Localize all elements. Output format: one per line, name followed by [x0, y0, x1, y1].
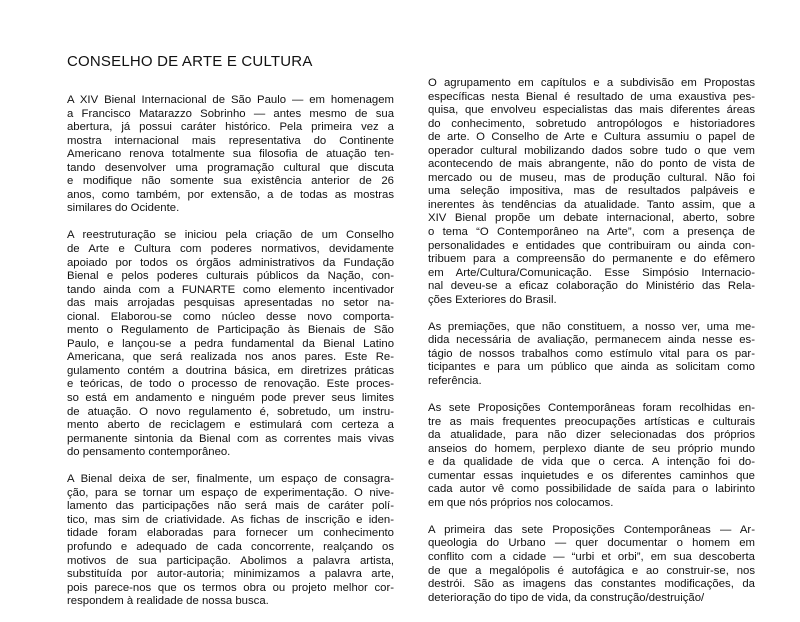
- text-line: As sete Proposições Contemporâneas foram recolhidas en-: [428, 402, 755, 415]
- text-line: e da qualidade de vida que o cerca. A intenção foi do-: [428, 456, 755, 469]
- text-line: de atuação. O novo regulamento é, sobretudo, um instru-: [67, 405, 394, 418]
- text-line: inerentes às tendências da atualidade. Tanto assim, que a: [428, 198, 755, 211]
- text-line: de que a megalópolis é autofágica e ao construir-se, nos: [428, 564, 755, 577]
- page-title: CONSELHO DE ARTE E CULTURA: [67, 53, 313, 70]
- text-line: do conhecimento, sobretudo antropólogos e historiadores: [428, 117, 755, 130]
- text-line: substituída por autor-autoria; minimizamos a palavra arte,: [67, 568, 394, 581]
- text-line: cumentar essas inquietudes e os diferentes caminhos que: [428, 469, 755, 482]
- text-line: A reestruturação se iniciou pela criação de um Conselho: [67, 229, 394, 242]
- text-line: cional. Elaborou-se como núcleo desse novo comporta-: [67, 310, 394, 323]
- text-line: o tema “O Contemporâneo na Arte”, com a presença de: [428, 226, 755, 239]
- text-line: tidade foram elaboradas para fornecer um conhecimento: [67, 527, 394, 540]
- text-line: destrói. São as imagens das constantes modificações, da: [428, 578, 755, 591]
- text-line: mento aberto de reciclagem e estimulará com certeza a: [67, 419, 394, 432]
- paragraph: [428, 524, 755, 605]
- text-line: A Bienal deixa de ser, finalmente, um espaço de consagra-: [67, 473, 394, 486]
- left-column: [67, 94, 394, 622]
- text-line: personalidades e entidades que contribuiram ou ainda con-: [428, 239, 755, 252]
- text-line: referência.: [428, 374, 482, 387]
- text-line: O agrupamento em capítulos e a subdivisão em Propostas: [428, 77, 755, 89]
- text-line: cada autor vê como possibilidade de saída para o labirinto: [428, 483, 755, 496]
- text-line: ção, para se tornar um espaço de experimentação. O nive-: [67, 486, 394, 499]
- text-line: e teóricas, de todo o processo de renovação. Este proces-: [67, 378, 394, 391]
- text-line: e modifique não somente sua existência anterior de 26: [67, 175, 394, 188]
- text-line: tando ainda com a FUNARTE como elemento incentivador: [67, 283, 394, 296]
- text-line: de Arte e Cultura com poderes normativos, devidamente: [67, 242, 394, 255]
- text-line: apoiado por todos os órgãos administrativos da Fundação: [67, 256, 394, 269]
- text-line: da atualidade, para não dizer selecionadas dos próprios: [428, 429, 755, 442]
- text-line: similares do Ocidente.: [67, 202, 180, 215]
- text-line: tico, mas sim de criatividade. As fichas de inscrição e iden-: [67, 513, 394, 526]
- text-line: operador cultural mobilizando dados sobre tudo o que vem: [428, 144, 755, 157]
- text-line: tribuem para a compreensão do permanente e do efêmero: [428, 253, 755, 266]
- text-line: mento o Regulamento de Participação às Bienais de São: [67, 324, 394, 337]
- paragraph: [67, 229, 394, 459]
- text-line: mostra internacional mais representativa do Continente: [67, 134, 394, 147]
- text-line: pois parece-nos que os termos obra ou projeto melhor cor-: [67, 581, 394, 594]
- text-line: permanente sintonia da Bienal com as correntes mais vivas: [67, 432, 394, 445]
- text-line: quisa, que envolveu especialistas das mais diferentes áreas: [428, 104, 755, 117]
- text-line: mercado ou de museu, mas de produção cultural. Não foi: [428, 171, 755, 184]
- text-line: deterioração do tipo de vida, da construção/destruição/: [428, 591, 705, 604]
- text-line: nal deveu-se a eficaz colaboração do Ministério das Rela-: [428, 280, 755, 293]
- text-line: a Francisco Matarazzo Sobrinho — antes mesmo de sua: [67, 107, 394, 120]
- text-line: A primeira das sete Proposições Contemporâneas — Ar-: [428, 523, 755, 536]
- text-line: queologia do Urbano — quer documentar o homem em: [428, 537, 755, 550]
- text-line: acontecendo de mais abrangente, não do ponto de vista de: [428, 158, 755, 171]
- text-line: Americana, que será realizada nos anos pares. Este Re-: [67, 351, 394, 364]
- paragraph: [428, 321, 755, 389]
- text-line: lamento das participações não será mais de caráter polí-: [67, 500, 394, 513]
- text-line: anos, como também, por extensão, a de todas as mostras: [67, 188, 394, 201]
- text-line: ticipantes e para um público que ainda as solicitam como: [428, 361, 755, 374]
- text-line: profundo e adequado de cada concorrente, realçando os: [67, 540, 394, 553]
- text-line: de arte. O Conselho de Arte e Cultura assumiu o papel de: [428, 131, 755, 144]
- text-line: anseios do homem, perplexo diante de seu próprio mundo: [428, 442, 755, 455]
- text-line: Bienal e pelos poderes culturais públicos da Nação, con-: [67, 270, 394, 283]
- text-line: uma seleção impositiva, mas de resultados palpáveis e: [428, 185, 755, 198]
- text-line: em Arte/Cultura/Comunicação. Esse Simpósio Internacio-: [428, 266, 755, 279]
- text-line: so está em andamento e ninguém pode prever seus limites: [67, 391, 394, 404]
- paragraph: [67, 94, 394, 216]
- text-line: A XIV Bienal Internacional de São Paulo — em homenagem: [67, 94, 394, 106]
- text-line: As premiações, que não constituem, a nosso ver, uma me-: [428, 320, 755, 333]
- paragraph: [428, 402, 755, 510]
- paragraph: [428, 77, 755, 307]
- text-line: conflito com a cidade — “urbi et orbi”, em sua descoberta: [428, 551, 755, 563]
- right-column: [428, 77, 755, 619]
- text-line: XIV Bienal propõe um debate internacional, aberto, sobre: [428, 212, 755, 225]
- paragraph: [67, 473, 394, 608]
- text-line: ções Exteriores do Brasil.: [428, 293, 557, 306]
- text-line: dida necessária de avaliação, permanecem ainda nesse es-: [428, 334, 755, 347]
- text-line: abertura, já possui caráter histórico. Pela primeira vez a: [67, 121, 394, 134]
- text-line: do pensamento contemporâneo.: [67, 446, 231, 459]
- text-line: respondem à realidade de nossa busca.: [67, 595, 269, 608]
- text-line: tando desenvolver uma programação cultural que discuta: [67, 161, 394, 174]
- text-line: Americano renova totalmente sua filosofia de atuação ten-: [67, 148, 394, 161]
- text-line: específicas nesta Bienal é resultado de uma exaustiva pes-: [428, 90, 755, 103]
- text-line: tre as mais frequentes preocupações artísticas e culturais: [428, 415, 755, 428]
- text-line: das mais arrojadas pesquisas apresentadas no setor na-: [67, 297, 394, 310]
- text-line: Paulo, e lançou-se a pedra fundamental da Bienal Latino: [67, 337, 394, 350]
- text-line: tágio de nossos trabalhos como estímulo vital para os par-: [428, 347, 755, 360]
- text-line: gulamento contém a doutrina básica, em diretrizes práticas: [67, 364, 394, 377]
- text-line: motivos de sua participação. Abolimos a palavra artista,: [67, 554, 394, 567]
- text-line: em que nós próprios nos colocamos.: [428, 496, 614, 509]
